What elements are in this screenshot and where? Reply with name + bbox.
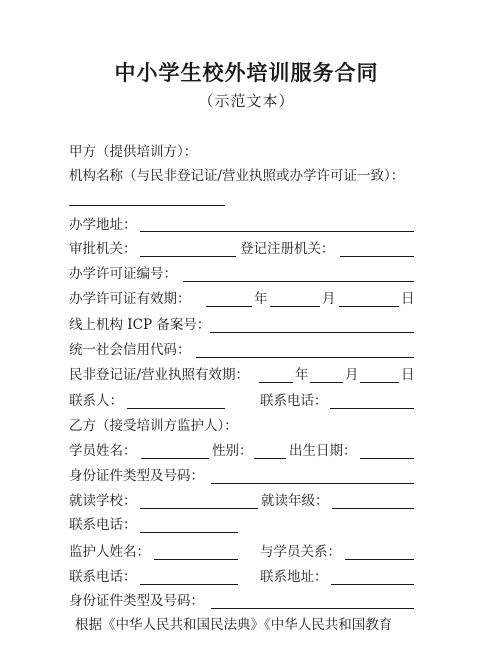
month-label-2: 月 (345, 367, 359, 383)
guardian-name-blank[interactable] (154, 559, 238, 560)
birth-label: 出生日期： (289, 443, 357, 459)
id-label: 身份证件类型及号码： (69, 468, 204, 484)
address-label-b: 联系地址： (260, 569, 328, 585)
license-valid-month-blank[interactable] (270, 306, 320, 307)
credit-code-blank[interactable] (196, 357, 414, 358)
guardian-phone-label: 联系电话： (69, 569, 137, 585)
reg-cert-valid-label: 民非登记证/营业执照有效期： (69, 367, 250, 383)
gender-label: 性别： (212, 443, 253, 459)
footer-text: 根据《中华人民共和国民法典》《中华人民共和国教育 (75, 617, 393, 633)
license-valid-label: 办学许可证有效期： (69, 291, 191, 307)
grade-blank[interactable] (332, 508, 414, 509)
reg-valid-day-blank[interactable] (360, 382, 399, 383)
credit-code-label: 统一社会信用代码： (69, 342, 191, 358)
address-label: 办学地址： (69, 217, 137, 233)
month-label: 月 (322, 291, 336, 307)
school-label: 就读学校： (69, 493, 137, 509)
phone-label-a: 联系电话： (260, 393, 328, 409)
registration-blank[interactable] (340, 256, 414, 257)
guardian-name-label: 监护人姓名： (69, 544, 150, 560)
address-blank[interactable] (140, 231, 414, 232)
student-phone-blank[interactable] (140, 532, 238, 533)
id-blank[interactable] (211, 483, 414, 484)
contact-blank[interactable] (127, 408, 225, 409)
registration-label: 登记注册机关： (240, 241, 335, 257)
birth-blank[interactable] (360, 458, 414, 459)
phone-a-blank[interactable] (330, 408, 414, 409)
guardian-id-label: 身份证件类型及号码： (69, 593, 204, 609)
document-subtitle: （示范文本） (198, 92, 295, 110)
license-valid-day-blank[interactable] (339, 306, 399, 307)
reg-valid-month-blank[interactable] (310, 382, 343, 383)
grade-label: 就读年级： (261, 493, 329, 509)
guardian-phone-blank[interactable] (140, 584, 238, 585)
student-name-label: 学员姓名： (69, 443, 137, 459)
year-label-2: 年 (295, 367, 309, 383)
relation-label: 与学员关系： (260, 544, 341, 560)
day-label-2: 日 (401, 367, 415, 383)
student-phone-label: 联系电话： (69, 517, 137, 533)
contact-label: 联系人： (69, 393, 123, 409)
school-blank[interactable] (140, 508, 258, 509)
license-no-blank[interactable] (183, 281, 414, 282)
license-no-label: 办学许可证编号： (69, 266, 177, 282)
year-label: 年 (254, 291, 268, 307)
gender-blank[interactable] (254, 458, 286, 459)
day-label: 日 (401, 291, 415, 307)
org-name-label: 机构名称（与民非登记证/营业执照或办学许可证一致）： (69, 168, 405, 184)
org-name-blank[interactable] (69, 205, 225, 206)
approval-label: 审批机关： (69, 241, 137, 257)
license-valid-year-blank[interactable] (206, 306, 252, 307)
address-b-blank[interactable] (331, 584, 414, 585)
document-title: 中小学生校外培训服务合同 (114, 60, 379, 85)
icp-label: 线上机构 ICP 备案号： (69, 317, 211, 333)
party-a-heading: 甲方（提供培训方）： (69, 144, 198, 160)
party-b-heading: 乙方（接受培训方监护人）： (69, 418, 238, 434)
reg-valid-year-blank[interactable] (259, 382, 293, 383)
relation-blank[interactable] (345, 559, 414, 560)
student-name-blank[interactable] (141, 458, 209, 459)
approval-blank[interactable] (140, 256, 236, 257)
icp-blank[interactable] (210, 332, 414, 333)
guardian-id-blank[interactable] (211, 608, 414, 609)
